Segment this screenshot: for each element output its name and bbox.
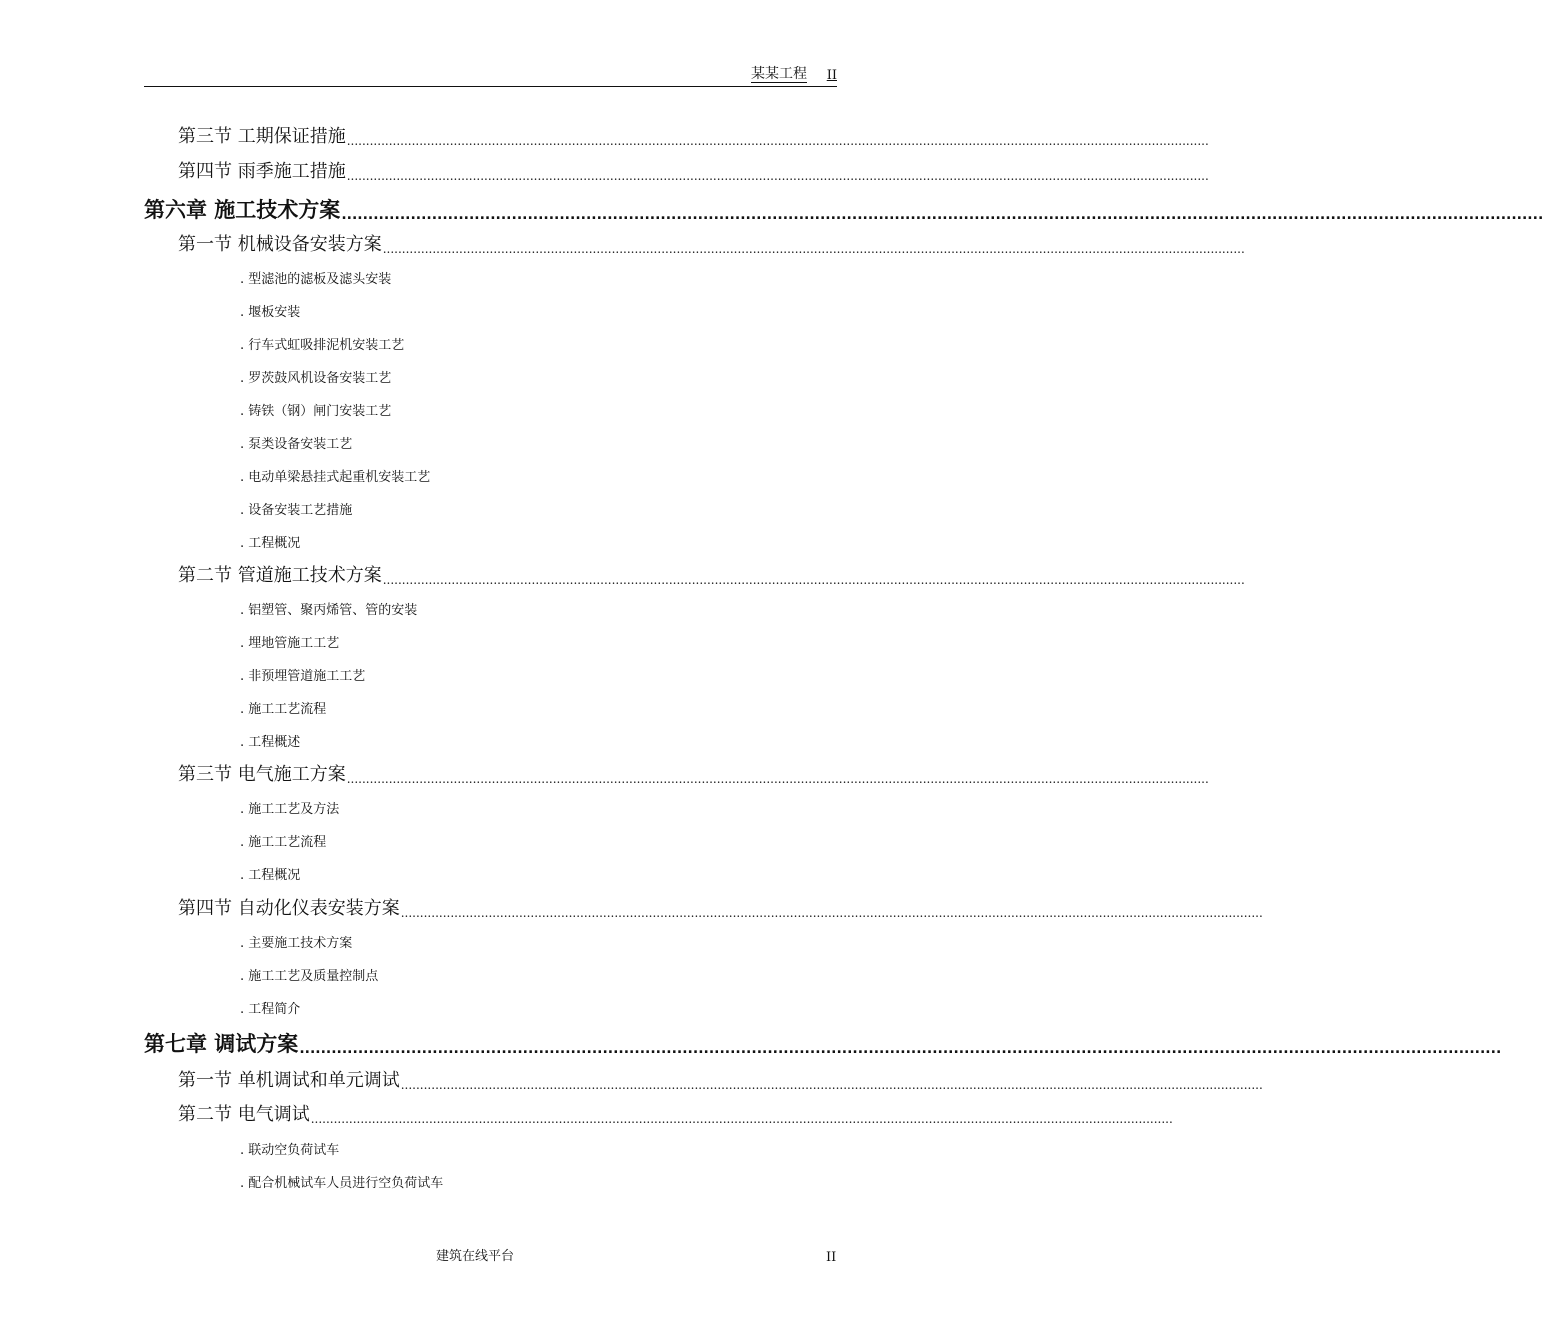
- page-header: [144, 60, 837, 87]
- toc-subitem[interactable]: . 施工工艺及方法: [240, 802, 340, 817]
- section-title: 第三节 工期保证措施: [178, 126, 346, 147]
- toc-subitem[interactable]: . 施工工艺流程: [240, 702, 327, 717]
- toc-subitem[interactable]: . 堰板安装: [240, 305, 301, 320]
- header-title: 某某工程: [751, 66, 807, 82]
- leader-dots: ..................................................................................................................................................................................................................................: [346, 772, 1209, 786]
- toc-subitem[interactable]: . 联动空负荷试车: [240, 1143, 340, 1158]
- toc-subitem[interactable]: . 罗茨鼓风机设备安装工艺: [240, 371, 392, 386]
- toc-section[interactable]: [178, 161, 1209, 183]
- toc-subitem[interactable]: . 非预埋管道施工工艺: [240, 669, 366, 684]
- section-title: 第三节 电气施工方案: [178, 764, 346, 785]
- footer-page-number: II: [826, 1250, 837, 1265]
- toc-subitem[interactable]: . 设备安装工艺措施: [240, 503, 353, 518]
- toc-section[interactable]: [178, 898, 1263, 920]
- footer-publisher: 建筑在线平台: [435, 1249, 514, 1264]
- header-page-number: II: [826, 68, 837, 83]
- toc-section[interactable]: [178, 234, 1245, 256]
- toc-chapter[interactable]: [144, 1031, 1502, 1057]
- chapter-title: 第七章 调试方案: [144, 1032, 299, 1056]
- section-title: 第四节 自动化仪表安装方案: [178, 898, 400, 919]
- toc-subitem[interactable]: . 铸铁（钢）闸门安装工艺: [240, 404, 392, 419]
- leader-dots: ..................................................................................................................................................................................................................................: [299, 1041, 1502, 1057]
- toc-subitem[interactable]: . 电动单梁悬挂式起重机安装工艺: [240, 470, 431, 485]
- toc-subitem[interactable]: . 铝塑管、聚丙烯管、管的安装: [240, 603, 418, 618]
- toc-subitem[interactable]: . 工程概况: [240, 536, 301, 551]
- leader-dots: ..................................................................................................................................................................................................................................: [400, 906, 1263, 920]
- toc-section[interactable]: [178, 1070, 1263, 1092]
- leader-dots: ..................................................................................................................................................................................................................................: [310, 1112, 1173, 1126]
- leader-dots: ..................................................................................................................................................................................................................................: [382, 573, 1245, 587]
- section-title: 第二节 电气调试: [178, 1104, 310, 1125]
- toc-section[interactable]: [178, 1104, 1173, 1126]
- toc-subitem[interactable]: . 型滤池的滤板及滤头安装: [240, 272, 392, 287]
- chapter-title: 第六章 施工技术方案: [144, 198, 341, 222]
- toc-section[interactable]: [178, 565, 1245, 587]
- section-title: 第一节 单机调试和单元调试: [178, 1070, 400, 1091]
- leader-dots: ..................................................................................................................................................................................................................................: [346, 134, 1209, 148]
- toc-subitem[interactable]: . 工程概况: [240, 868, 301, 883]
- toc-section[interactable]: [178, 764, 1209, 786]
- leader-dots: ..................................................................................................................................................................................................................................: [382, 242, 1245, 256]
- toc-chapter[interactable]: [144, 197, 1543, 223]
- toc-subitem[interactable]: . 工程概述: [240, 735, 301, 750]
- toc-subitem[interactable]: . 泵类设备安装工艺: [240, 437, 353, 452]
- toc-subitem[interactable]: . 施工工艺及质量控制点: [240, 969, 379, 984]
- leader-dots: ..................................................................................................................................................................................................................................: [341, 207, 1543, 223]
- toc-subitem[interactable]: . 配合机械试车人员进行空负荷试车: [240, 1176, 444, 1191]
- leader-dots: ..................................................................................................................................................................................................................................: [346, 169, 1209, 183]
- toc-section[interactable]: [178, 126, 1209, 148]
- toc-subitem[interactable]: . 主要施工技术方案: [240, 936, 353, 951]
- toc-subitem[interactable]: . 埋地管施工工艺: [240, 636, 340, 651]
- section-title: 第一节 机械设备安装方案: [178, 234, 382, 255]
- section-title: 第四节 雨季施工措施: [178, 161, 346, 182]
- toc-subitem[interactable]: . 工程简介: [240, 1002, 301, 1017]
- leader-dots: ..................................................................................................................................................................................................................................: [400, 1078, 1263, 1092]
- toc-subitem[interactable]: . 行车式虹吸排泥机安装工艺: [240, 338, 405, 353]
- section-title: 第二节 管道施工技术方案: [178, 565, 382, 586]
- toc-subitem[interactable]: . 施工工艺流程: [240, 835, 327, 850]
